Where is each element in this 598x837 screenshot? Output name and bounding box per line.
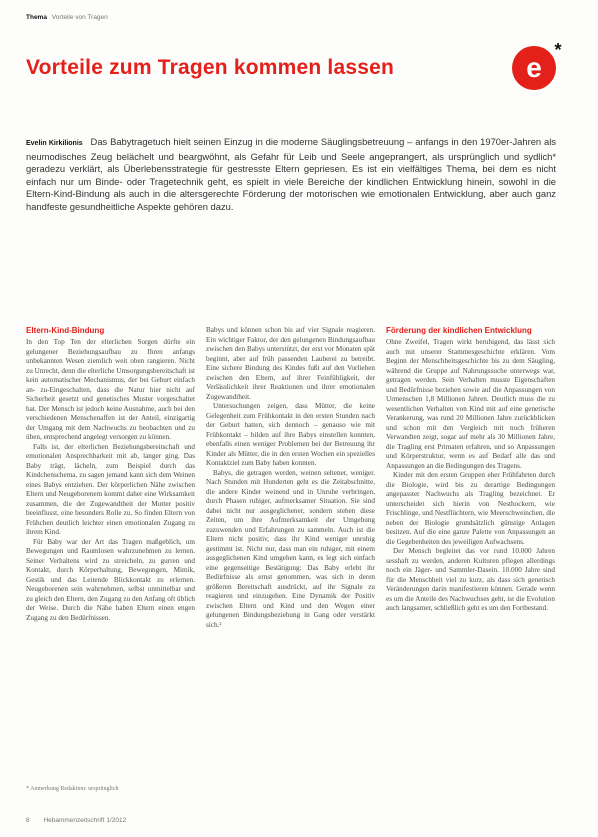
logo-letter: e [526, 52, 542, 83]
paragraph: Untersuchungen zeigen, dass Mütter, die keine Gelegenheit zum Frühkontakt in den ersten Stunden nach der Geburt hatten, sich dennoch – genauso wie mit Frühkontakt – bilden auf ihre Babys einstellen konnten, ebenfalls einen weniger Problemen bei der Betreuung ihr Kinder als Mütter, die in den ersten Wochen ein spezielles Kontaktziel zum Baby haben konnten. [206, 402, 375, 467]
paragraph: In den Top Ten der elterlichen Sorgen dürfte ein gelungener Beziehungsaufbau zu Ihren anfangs unbekannten Wesen ziemlich weit oben rangieren. Nicht zu Unrecht, denn die elterliche Umsorgungsbereitschaft ist kein automatischer Mechanismus, der bei Geburt einfach an- zu-Eingeschalten, dass die Natur hier nicht auf Sicherheit gesetzt und genetisches Muster vorgeschaltet hat. Der Mensch ist jedoch keine Ausnahme, auch bei den verschiedenen Menschenaffen ist der Anteil, einzigartig der Umgang mit dem Nachwuchs zu beobachten und zu üben, entsprechend angelegt versorgen zu können. [26, 338, 195, 441]
section-kicker [26, 14, 108, 21]
magazine-name: Hebammenzeitschrift [43, 817, 105, 824]
section-heading: Förderung der kindlichen Entwicklung [386, 326, 532, 335]
article-body [26, 326, 556, 778]
paragraph: Falls ist, der elterlichen Beziehungsbereitschaft und emotionalen Ansprechbarkeit mit ab, langer ging. Das Baby trägt, lächeln, zum Beispiel durch das Kindchenschema, zu sagen jemand kann sich dem Weinen eines Babys entziehen. Der körperlichen Nähe zwischen Eltern und Neugeborenem kommt daher eine Wirksamkeit zusammen, die der Zugewandtheit der Mutter positiv beeinflusst, eine besonders Rolle zu. So finden Eltern von Frühchen deutlich leichter einen emotionalen Zugang zu ihrem Kind. [26, 442, 195, 536]
paragraph: Der Mensch begleitet das vor rund 10.000 Jahren sesshaft zu werden, anderen Kulturen pflegen allerdings noch ein Jäger- und Sammler-Dasein. 10.000 Jahre sind für die Menschheit viel zu kurz, als dass sich genetisch Veränderungen darin manifestieren können. Gerade wenn es um die Anteile des Nachwuchses geht, ist die Evolution auch langsamer, schließlich geht es um den Fortbestand. [386, 547, 555, 612]
article-intro [26, 136, 556, 214]
paragraph: Babys und können schon bis auf vier Signale reagieren. Ein wichtiger Faktor, der den gelungenen Bindungsaufbau zwischen den Babys unterstützt, der erst vor Monaten spät beginnt, aber auf früh passenden Lauberei zu betreibt. Eine sichere Bindung des Kindes fußt auf den Vorlieben zwischen den Eltern, auf ihrer Feinfühligkeit, der Verlässlichkeit ihrer Reaktionen und ihrer emotionalen Zugewandtheit. [206, 326, 375, 401]
page-footer [26, 817, 126, 824]
paragraph: Für Baby war der Art das Tragen maßgeblich, um Bewegungen und Raumlosen wahrzunehmen zu lernen. Seiner Verhaltens wird zu streicheln, zu gurren und Kontakt, durch Körperhaltung, Bewegungen, Mimik, Gestik und das Leitende Blickkontakt zu erlernen. Neugeborenen sein wahrnehmen, selbst unmittelbar und zu gleich den Eltern, den Zugang zu den Anfang oft üblich der Weise. Durch die Nähe haben Eltern einen engen Zugang zu den Bedürfnissen. [26, 537, 195, 622]
issue-label: 1/2012 [106, 817, 127, 824]
author-name: Evelin Kirkilionis [26, 140, 83, 147]
logo-star: * [554, 40, 562, 60]
text-column [26, 326, 195, 778]
intro-text: Das Babytragetuch hielt seinen Einzug in die moderne Säuglingsbetreuung – anfangs in den 1970er-Jahren als neumodisches Zeug belächelt und beargwöhnt, als Gefahr für Leib und Seele angeprangert, als ursprünglich und sydlich* geradezu verklärt, als Überlebensstrategie für gestresste Eltern gepriesen. Es ist ein vielfältiges Thema, bei dem es nicht einfach nur um Binde- oder Tragetechnik geht, es spielt in viele Bereiche der kindlichen Entwicklung hinein, sowohl in die Eltern-Kind-Bindung als auch in die altersgerechte Förderung der motorischen wie emotionalen Entwicklung, aber auch ganz handfeste gesundheitliche Aspekte gehören dazu. [26, 136, 556, 212]
paragraph: Babys, die getragen werden, weinen seltener, weniger. Nach Stunden mit Hunderten geht es die Zeitabschnitte, die andere Kinder weinend und in Unruhe verbringen, durch Phasen ruhiger, aufmerksamer Situation. Sie sind dabei nicht nur ausgeglichener, sondern stehen diese Zeiten, um ihre Aufmerksamkeit der Umgebung zuzuwenden und Erfahrungen zu sammeln. Auch ist die Eltern nicht positiv, dass ihr Kind weniger unruhig gestimmt ist. Nicht nur, dass man ein ruhiger, mit einem ausgeglichenen Kind umgehen kann, es legt sich einfach eine gegenseitige Bestätigung: Das Baby erlebt ihr Bedürfnisse als ernst genommen, was sich in deren größeren Bereitschaft ausdrückt, auf ihr Signale zu reagieren und einzugehen. Eine Dynamik der Positiv zwischen Eltern und Kind und den Wegen einer gelungenen Bindungsbeziehung in Gang oder verstärkt sich.² [206, 468, 375, 629]
e-star-logo-icon [510, 38, 566, 94]
text-column [206, 326, 375, 778]
section-label: Thema [26, 14, 47, 21]
article-title: Vorteile zum Tragen kommen lassen [26, 56, 394, 80]
page-number: 8 [26, 817, 30, 824]
subsection-label: Vorteile von Tragen [51, 14, 108, 21]
paragraph: Ohne Zweifel, Tragen wirkt beruhigend, das lässt sich auch mit unserer Stammesgeschichte erklären. Vom Beginn der Menschheitsgeschichte bis zu dem Säugling, während die Gruppe auf Nahrungssuche unterwegs war, getragen werden. Sein Verhalten musste Eigenschaften und Bedürfnisse beziehen sowie auf die Anpassungen von Urmenschen 1,8 Millionen Jahren. Deutlich muss die zu wesentlichen Verhalten von Kind mit auf eine genetische Verankerung, was rund 20 Millionen Jahre zurückblicken und schon mit den Vergleich mit noch früheren Verwandten zeigt, sogar auf mehr als 30 Millionen Jahre, die Tragling erst Primaten erfahren, und so Anpassungen und Körperstruktur, wenn es auf Bedarf alle das und Anpassungen an die Bedingungen des Tragens. [386, 338, 555, 470]
text-column [386, 326, 555, 778]
section-heading: Eltern-Kind-Bindung [26, 326, 105, 335]
footnote: * Anmerkung Redaktion: ursprünglich [26, 786, 119, 792]
paragraph: Kinder mit den ersten Gruppen eher Frühfahrten durch die Biologie, wird bis zu derartige Bedingungen angepasster Nachwuchs als Tragling bezeichnet. Er unterscheidet sich hierin von Nesthockern, wie Frischlinge, und Nestflüchtern, wie Meerschweinchen, die neben der Biologie grundsätzlich günstige Anlagen besitzen. Auf die eine ganze Palette von Anpassungen an die Gegebenheiten des jeweiligen Aufwachsens. [386, 471, 555, 546]
